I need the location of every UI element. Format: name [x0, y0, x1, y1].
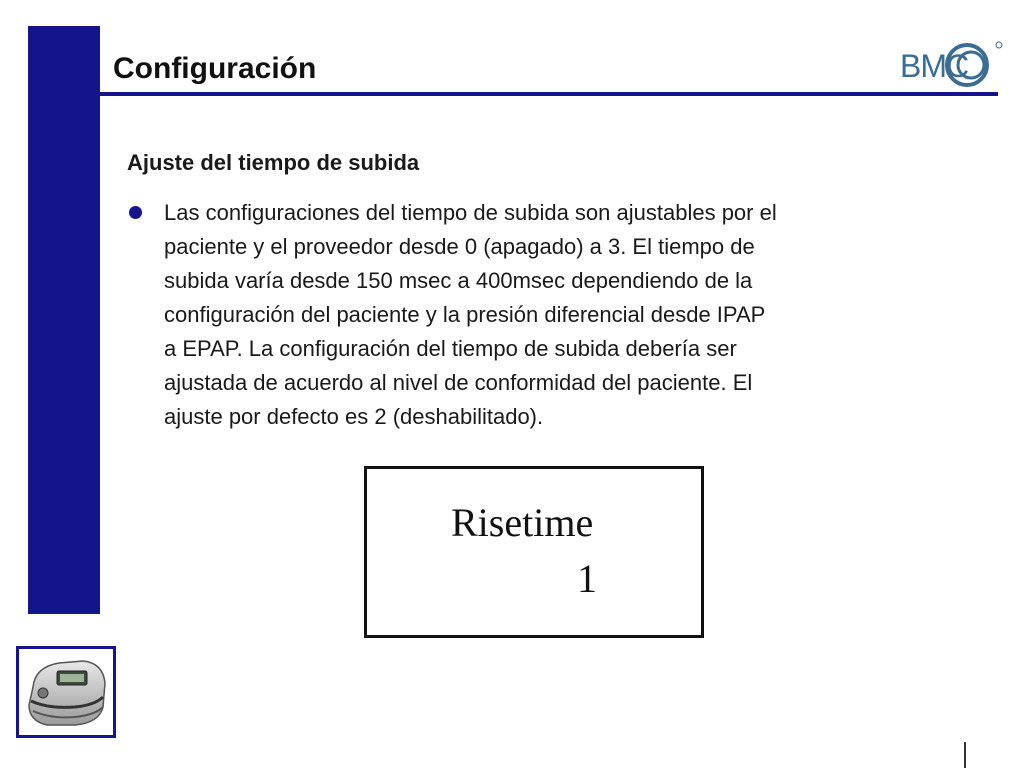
title-divider — [100, 92, 998, 96]
slide-title: Configuración — [113, 52, 317, 85]
bmc-logo — [892, 38, 1004, 92]
bullet-text: Las configuraciones del tiempo de subida son ajustables por el paciente y el proveedor desde 0 (apagado) a 3. El tiempo de subida varía desde 150 msec a 400msec dependiendo de la configuración del paciente y la presión diferencial desde IPAP a EPAP. La configuración del tiempo de subida debería ser ajustada de acuerdo al nivel de conformidad del paciente. El ajuste por defecto es 2 (deshabilitado). — [164, 200, 777, 429]
risetime-value: 1 — [577, 556, 597, 601]
logo-text: BMC — [900, 48, 969, 84]
footer-divider — [964, 742, 966, 768]
left-accent-bar — [28, 26, 100, 614]
risetime-display — [364, 466, 704, 638]
bullet-icon — [129, 206, 142, 219]
risetime-label: Risetime — [451, 500, 594, 545]
section-subtitle: Ajuste del tiempo de subida — [127, 150, 420, 175]
cpap-device-icon — [19, 649, 113, 735]
device-thumbnail — [16, 646, 116, 738]
